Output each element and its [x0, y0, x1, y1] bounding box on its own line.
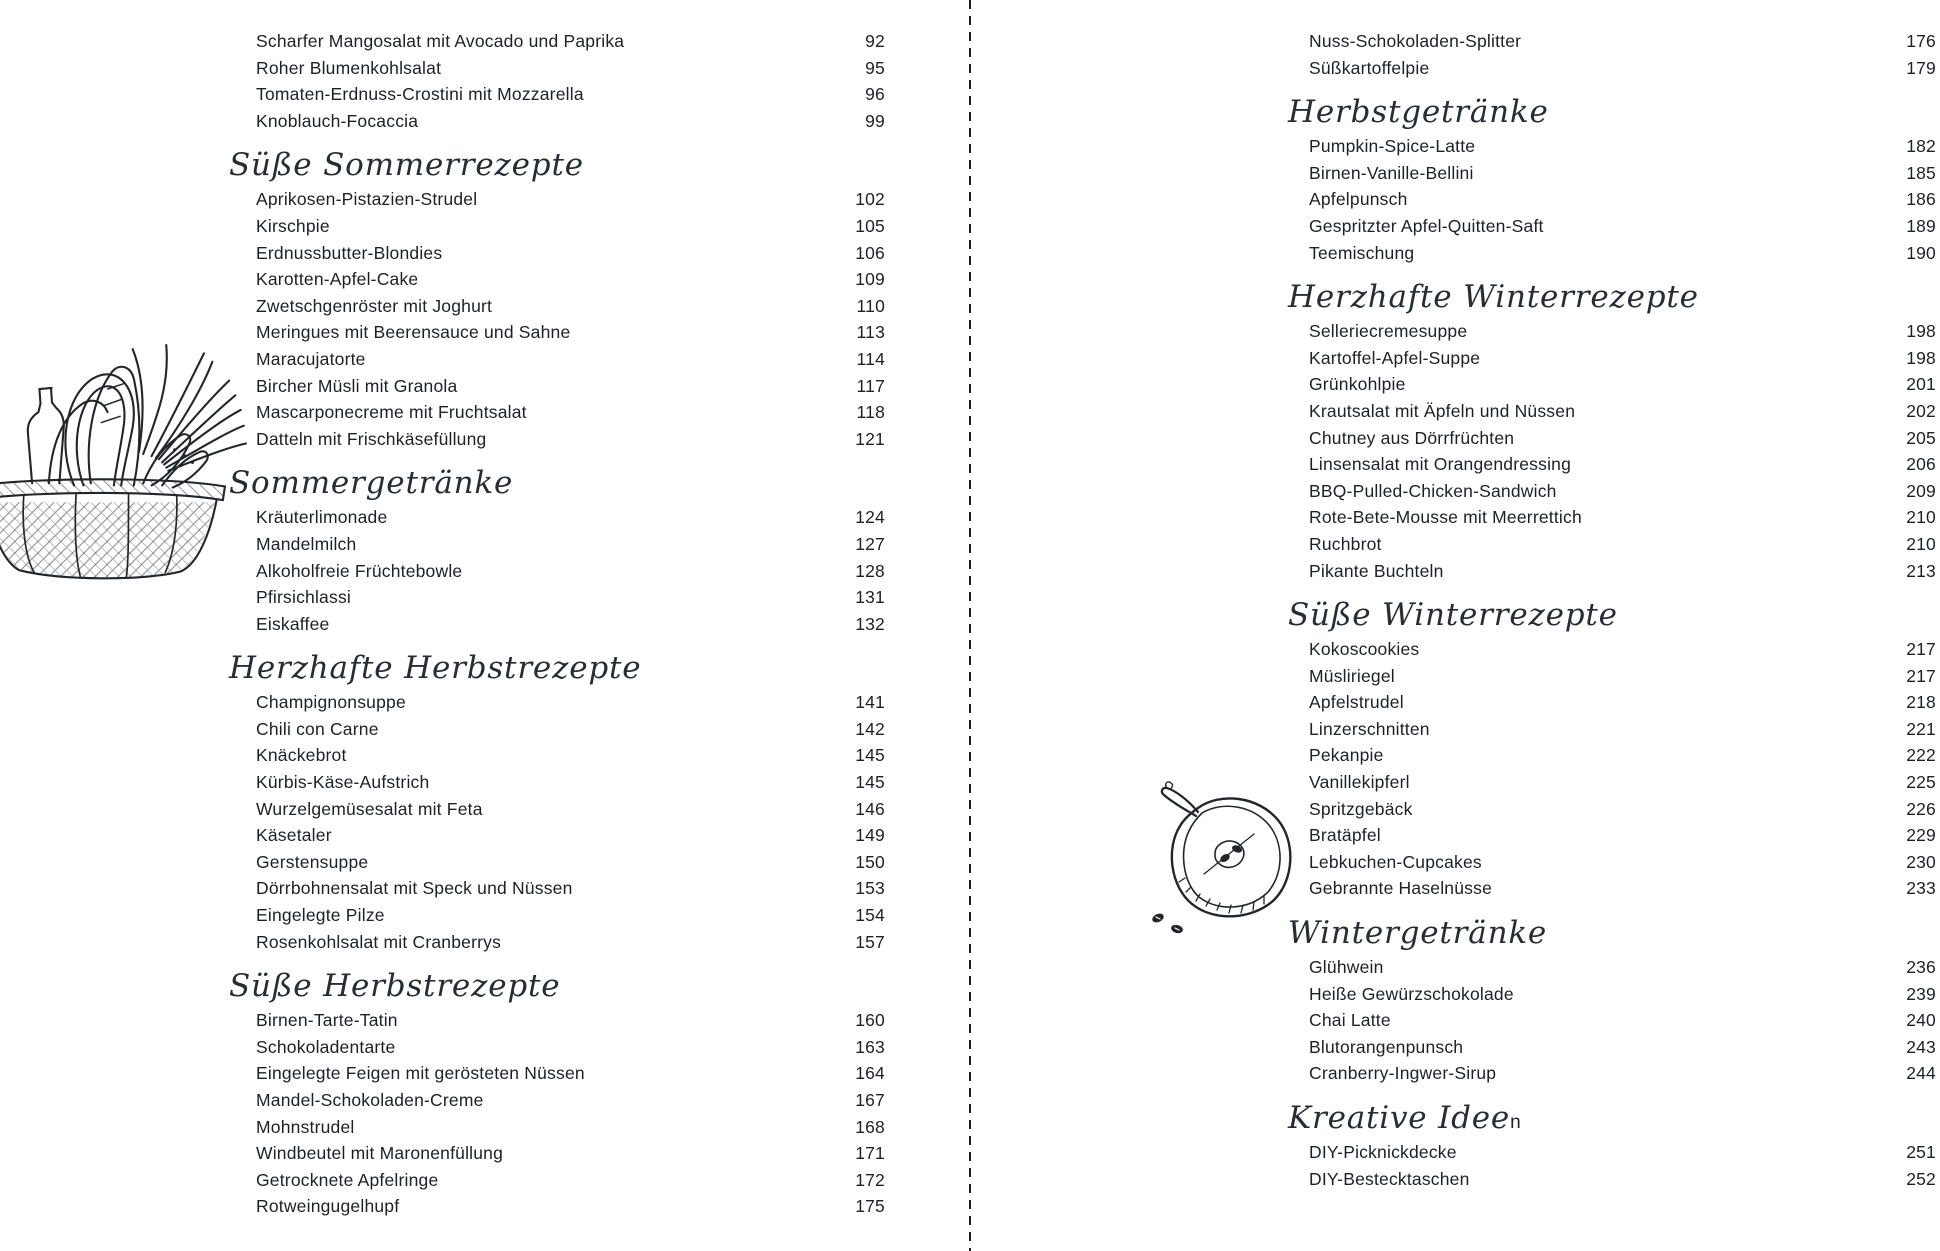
toc-entry: [1288, 55, 1936, 82]
page-number: 202: [1906, 400, 1936, 421]
page-number: 225: [1906, 772, 1936, 793]
recipe-title: Eiskaffee: [256, 613, 330, 634]
recipe-title: Roher Blumenkohlsalat: [256, 57, 442, 78]
toc-entry: [229, 531, 885, 558]
recipe-title: Apfelpunsch: [1309, 189, 1408, 210]
page-number: 168: [855, 1116, 885, 1137]
recipe-title: Gerstensuppe: [256, 851, 369, 872]
recipe-title: Pfirsichlassi: [256, 587, 351, 608]
recipe-title: Wurzelgemüsesalat mit Feta: [256, 798, 483, 819]
page-number: 229: [1906, 825, 1936, 846]
recipe-title: Vanillekipferl: [1309, 772, 1410, 793]
toc-entry: [229, 186, 885, 213]
toc-entry: [229, 584, 885, 611]
toc-entry: [1288, 689, 1936, 716]
page-number: 96: [865, 84, 885, 105]
recipe-title: Linzerschnitten: [1309, 718, 1430, 739]
toc-entry: [229, 769, 885, 796]
page-number: 206: [1906, 454, 1936, 475]
section-heading: [229, 965, 885, 1007]
toc-entry: [229, 28, 885, 55]
recipe-title: Bircher Müsli mit Granola: [256, 375, 458, 396]
toc-entry: [1288, 1007, 1936, 1034]
page-number: 198: [1906, 347, 1936, 368]
toc-entry: [229, 822, 885, 849]
page-number: 186: [1906, 189, 1936, 210]
section-heading: [229, 647, 885, 689]
page-number: 226: [1906, 798, 1936, 819]
toc-right-page: [1288, 28, 1936, 1192]
recipe-title: Kräuterlimonade: [256, 507, 388, 528]
page-number: 92: [865, 31, 885, 51]
recipe-title: Birnen-Tarte-Tatin: [256, 1010, 398, 1031]
page-number: 163: [855, 1036, 885, 1057]
toc-entry: [1288, 213, 1936, 240]
toc-entry: [229, 108, 885, 135]
page-number: 190: [1906, 242, 1936, 263]
toc-entry: [229, 1060, 885, 1087]
toc-entry: [1288, 478, 1936, 505]
page-number: 240: [1906, 1010, 1936, 1031]
recipe-title: Eingelegte Pilze: [256, 905, 385, 926]
section-heading: [1288, 276, 1936, 318]
recipe-title: Krautsalat mit Äpfeln und Nüssen: [1309, 400, 1576, 421]
recipe-title: DIY-Picknickdecke: [1309, 1142, 1457, 1162]
recipe-title: Schokoladentarte: [256, 1036, 396, 1057]
recipe-title: Selleriecremesuppe: [1309, 321, 1468, 342]
toc-entry: [1288, 1034, 1936, 1061]
toc-entry: [1288, 849, 1936, 876]
page-number: 121: [855, 428, 885, 449]
page-number: 99: [865, 110, 885, 131]
section-heading: [1288, 1097, 1936, 1139]
toc-entry: [229, 346, 885, 373]
toc-entry: [229, 266, 885, 293]
section-heading-script-text: Süße Herbstrezepte: [229, 968, 561, 1005]
page-number: 210: [1906, 507, 1936, 528]
toc-entry: [229, 240, 885, 267]
recipe-title: Grünkohlpie: [1309, 374, 1406, 395]
recipe-title: Blutorangenpunsch: [1309, 1036, 1464, 1057]
section-heading: [1288, 594, 1936, 636]
toc-entry: [229, 689, 885, 716]
toc-entry: [1288, 742, 1936, 769]
page-number: 179: [1906, 57, 1936, 78]
recipe-title: Tomaten-Erdnuss-Crostini mit Mozzarella: [256, 84, 584, 105]
toc-entry: [229, 875, 885, 902]
toc-entry: [229, 1114, 885, 1141]
page-number: 176: [1906, 31, 1936, 51]
toc-entry: [229, 716, 885, 743]
recipe-title: Windbeutel mit Maronenfüllung: [256, 1143, 504, 1164]
toc-entry: [229, 399, 885, 426]
page-number: 217: [1906, 665, 1936, 686]
toc-entry: [1288, 1060, 1936, 1087]
section-heading-script-text: Sommergetränke: [229, 465, 514, 502]
recipe-title: Getrocknete Apfelringe: [256, 1169, 439, 1190]
recipe-title: Maracujatorte: [256, 348, 366, 369]
recipe-title: Knäckebrot: [256, 745, 347, 766]
toc-entry: [1288, 558, 1936, 585]
recipe-title: Süßkartoffelpie: [1309, 57, 1430, 78]
page-number: 213: [1906, 560, 1936, 581]
recipe-title: Aprikosen-Pistazien-Strudel: [256, 189, 478, 210]
page-number: 175: [855, 1196, 885, 1217]
recipe-title: Nuss-Schokoladen-Splitter: [1309, 31, 1522, 51]
toc-left-page: [229, 28, 885, 1220]
page-number: 243: [1906, 1036, 1936, 1057]
toc-entry: [229, 902, 885, 929]
page-number: 198: [1906, 321, 1936, 342]
toc-entry: [1288, 796, 1936, 823]
toc-entry: [229, 81, 885, 108]
page-number: 210: [1906, 533, 1936, 554]
recipe-title: Mascarponecreme mit Fruchtsalat: [256, 402, 527, 423]
toc-entry: [229, 1193, 885, 1220]
page-number: 221: [1906, 718, 1936, 739]
toc-entry: [1288, 371, 1936, 398]
recipe-title: Rosenkohlsalat mit Cranberrys: [256, 931, 502, 952]
page-number: 118: [856, 402, 885, 423]
toc-entry: [1288, 504, 1936, 531]
page-number: 239: [1906, 983, 1936, 1004]
recipe-title: Knoblauch-Focaccia: [256, 110, 419, 131]
section-heading: [229, 462, 885, 504]
page-number: 167: [855, 1090, 885, 1110]
page-number: 145: [855, 772, 885, 793]
toc-entry: [1288, 425, 1936, 452]
page-number: 244: [1906, 1063, 1936, 1084]
recipe-title: Pekanpie: [1309, 745, 1384, 766]
toc-entry: [1288, 28, 1936, 55]
apple-half-illustration: [1136, 770, 1308, 938]
page-number: 106: [855, 242, 885, 263]
recipe-title: Scharfer Mangosalat mit Avocado und Paprika: [256, 31, 625, 51]
recipe-title: Zwetschgenröster mit Joghurt: [256, 295, 493, 316]
toc-entry: [229, 929, 885, 956]
recipe-title: Ruchbrot: [1309, 533, 1382, 554]
page-number: 109: [855, 269, 885, 290]
recipe-title: Eingelegte Feigen mit gerösteten Nüssen: [256, 1063, 585, 1084]
page-divider-dashed-line: [969, 0, 971, 1251]
toc-entry: [1288, 954, 1936, 981]
toc-entry: [229, 426, 885, 453]
page-number: 142: [855, 718, 885, 739]
toc-entry: [229, 611, 885, 638]
toc-entry: [229, 213, 885, 240]
toc-entry: [1288, 345, 1936, 372]
recipe-title: Mohnstrudel: [256, 1116, 355, 1137]
recipe-title: Dörrbohnensalat mit Speck und Nüssen: [256, 878, 573, 899]
page-number: 110: [856, 295, 885, 316]
picnic-basket-illustration: [0, 328, 248, 580]
page-number: 141: [855, 692, 885, 713]
toc-entry: [229, 1167, 885, 1194]
recipe-title: Kokoscookies: [1309, 639, 1420, 660]
recipe-title: Chutney aus Dörrfrüchten: [1309, 427, 1515, 448]
page-number: 157: [855, 931, 885, 952]
page-number: 171: [855, 1143, 885, 1164]
page-number: 95: [865, 57, 885, 78]
recipe-title: Alkoholfreie Früchtebowle: [256, 560, 463, 581]
toc-entry: [1288, 636, 1936, 663]
section-heading-script-text: Herbstgetränke: [1288, 94, 1549, 131]
page-number: 201: [1906, 374, 1936, 395]
recipe-title: Kartoffel-Apfel-Suppe: [1309, 347, 1481, 368]
page-number: 132: [855, 613, 885, 634]
page-number: 154: [855, 905, 885, 926]
toc-entry: [1288, 531, 1936, 558]
toc-entry: [1288, 160, 1936, 187]
recipe-title: Karotten-Apfel-Cake: [256, 269, 419, 290]
recipe-title: Erdnussbutter-Blondies: [256, 242, 443, 263]
recipe-title: Pikante Buchteln: [1309, 560, 1444, 581]
section-heading: [229, 144, 885, 186]
toc-entry: [229, 293, 885, 320]
recipe-title: Chai Latte: [1309, 1010, 1391, 1031]
page-number: 209: [1906, 480, 1936, 501]
toc-entry: [1288, 716, 1936, 743]
toc-entry: [229, 1087, 885, 1114]
page-number: 128: [855, 560, 885, 581]
page-number: 153: [855, 878, 885, 899]
section-heading-script-text: Wintergetränke: [1288, 915, 1548, 952]
section-heading-script-text: Herzhafte Winterrezepte: [1288, 279, 1699, 316]
page-number: 124: [855, 507, 885, 528]
recipe-title: Cranberry-Ingwer-Sirup: [1309, 1063, 1497, 1084]
section-heading-script-text: Süße Sommerrezepte: [229, 147, 584, 184]
page-number: 102: [855, 189, 885, 210]
page-number: 185: [1906, 162, 1936, 183]
page-number: 189: [1906, 215, 1936, 236]
recipe-title: Mandel-Schokoladen-Creme: [256, 1090, 484, 1110]
page-number: 105: [855, 215, 885, 236]
recipe-title: Teemischung: [1309, 242, 1415, 263]
page-number: 251: [1906, 1142, 1936, 1162]
recipe-title: Lebkuchen-Cupcakes: [1309, 851, 1482, 872]
recipe-title: Käsetaler: [256, 825, 332, 846]
toc-entry: [229, 849, 885, 876]
page-number: 114: [856, 348, 885, 369]
toc-entry: [229, 558, 885, 585]
toc-entry: [1288, 318, 1936, 345]
recipe-title: Rote-Bete-Mousse mit Meerrettich: [1309, 507, 1582, 528]
recipe-title: Spritzgebäck: [1309, 798, 1413, 819]
recipe-title: Mandelmilch: [256, 533, 357, 554]
section-heading: [1288, 912, 1936, 954]
toc-entry: [1288, 981, 1936, 1008]
recipe-title: Champignonsuppe: [256, 692, 406, 713]
page-number: 146: [855, 798, 885, 819]
page-number: 113: [856, 322, 885, 343]
recipe-title: Heiße Gewürzschokolade: [1309, 983, 1514, 1004]
recipe-title: Müsliriegel: [1309, 665, 1395, 686]
recipe-title: Kürbis-Käse-Aufstrich: [256, 772, 430, 793]
toc-entry: [229, 1140, 885, 1167]
page-number: 252: [1906, 1168, 1936, 1189]
recipe-title: Datteln mit Frischkäsefüllung: [256, 428, 487, 449]
toc-entry: [1288, 133, 1936, 160]
page-number: 127: [855, 533, 885, 554]
page-number: 230: [1906, 851, 1936, 872]
page-number: 233: [1906, 878, 1936, 899]
recipe-title: DIY-Bestecktaschen: [1309, 1168, 1470, 1189]
page-number: 205: [1906, 427, 1936, 448]
section-heading-script-text: Herzhafte Herbstrezepte: [229, 650, 642, 687]
page-number: 236: [1906, 957, 1936, 978]
page-number: 150: [855, 851, 885, 872]
toc-entry: [1288, 663, 1936, 690]
recipe-title: Birnen-Vanille-Bellini: [1309, 162, 1474, 183]
toc-entry: [1288, 875, 1936, 902]
toc-entry: [1288, 769, 1936, 796]
section-heading-plain-suffix: n: [1510, 1112, 1521, 1133]
page-number: 131: [855, 587, 885, 608]
toc-entry: [229, 1007, 885, 1034]
toc-entry: [1288, 186, 1936, 213]
section-heading: [1288, 91, 1936, 133]
recipe-title: Kirschpie: [256, 215, 330, 236]
recipe-title: Rotweingugelhupf: [256, 1196, 400, 1217]
toc-entry: [1288, 451, 1936, 478]
page-number: 218: [1906, 692, 1936, 713]
toc-entry: [1288, 1139, 1936, 1166]
page-number: 217: [1906, 639, 1936, 660]
recipe-title: Gebrannte Haselnüsse: [1309, 878, 1492, 899]
recipe-title: Meringues mit Beerensauce und Sahne: [256, 322, 571, 343]
section-heading-script-text: Kreative Idee: [1288, 1100, 1511, 1136]
toc-entry: [1288, 240, 1936, 267]
page-number: 160: [855, 1010, 885, 1031]
page-number: 117: [856, 375, 885, 396]
page-number: 164: [855, 1063, 885, 1084]
section-heading-script-text: Süße Winterrezepte: [1288, 597, 1618, 634]
page-number: 149: [855, 825, 885, 846]
recipe-title: Bratäpfel: [1309, 825, 1381, 846]
toc-entry: [1288, 822, 1936, 849]
recipe-title: Chili con Carne: [256, 718, 379, 739]
toc-entry: [1288, 398, 1936, 425]
page-number: 222: [1906, 745, 1936, 766]
toc-entry: [229, 742, 885, 769]
toc-entry: [229, 373, 885, 400]
toc-entry: [229, 319, 885, 346]
toc-entry: [229, 1034, 885, 1061]
recipe-title: Pumpkin-Spice-Latte: [1309, 136, 1476, 157]
recipe-title: BBQ-Pulled-Chicken-Sandwich: [1309, 480, 1557, 501]
recipe-title: Linsensalat mit Orangendressing: [1309, 454, 1572, 475]
toc-entry: [229, 55, 885, 82]
toc-entry: [229, 504, 885, 531]
toc-entry: [1288, 1166, 1936, 1193]
page-number: 145: [855, 745, 885, 766]
recipe-title: Glühwein: [1309, 957, 1384, 978]
recipe-title: Gespritzter Apfel-Quitten-Saft: [1309, 215, 1544, 236]
recipe-title: Apfelstrudel: [1309, 692, 1404, 713]
page-number: 172: [855, 1169, 885, 1190]
page-number: 182: [1906, 136, 1936, 157]
toc-entry: [229, 796, 885, 823]
